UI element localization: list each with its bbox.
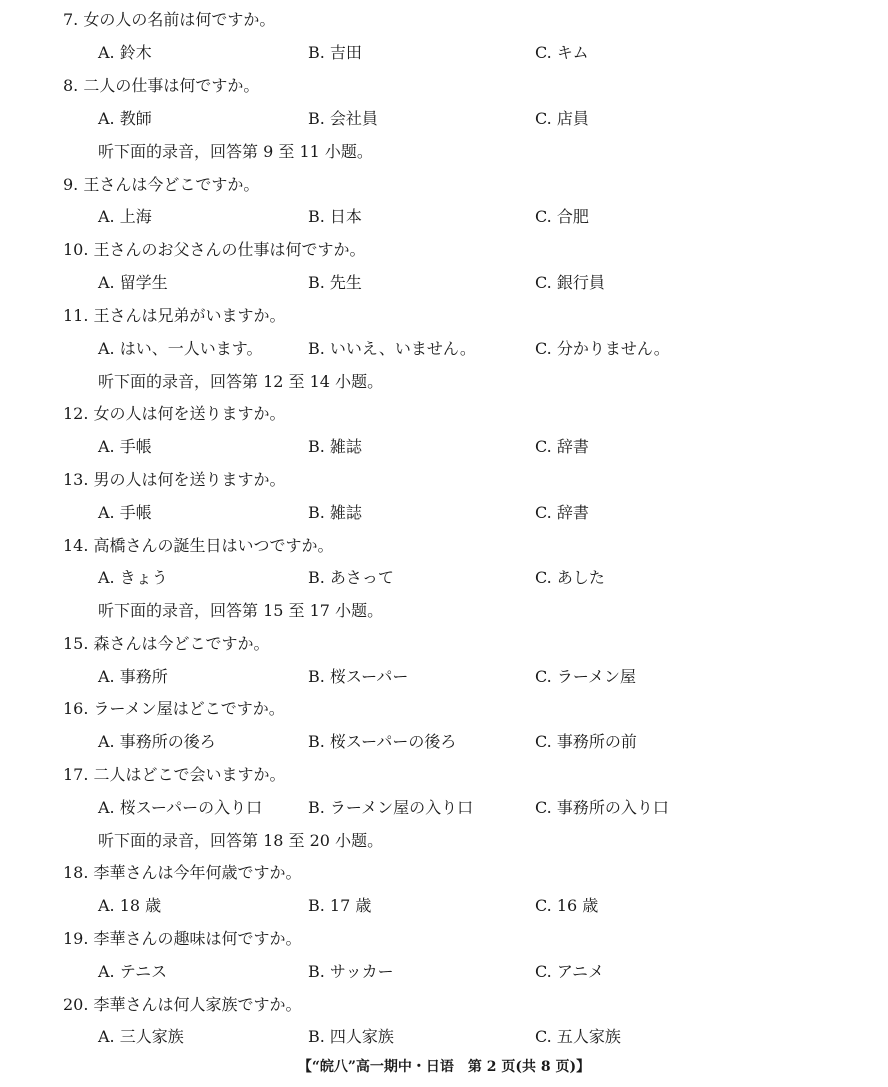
option-a: A. 手帳	[98, 437, 152, 456]
question-text: 13. 男の人は何を送りますか。	[63, 470, 286, 489]
question-text: 19. 李華さんの趣味は何ですか。	[63, 929, 302, 948]
option-b: B. 雑誌	[308, 437, 362, 456]
option-c: C. 五人家族	[535, 1027, 621, 1046]
option-c: C. あした	[535, 568, 605, 587]
options-19	[0, 960, 888, 984]
option-b: B. 桜スーパー	[308, 667, 409, 686]
question-14	[0, 534, 888, 558]
option-a: A. 上海	[98, 207, 152, 226]
option-b: B. 桜スーパーの後ろ	[308, 732, 457, 751]
instruction-text: 听下面的录音，回答第 18 至 20 小题。	[98, 831, 384, 850]
option-c: C. キム	[535, 43, 589, 62]
options-14	[0, 566, 888, 590]
question-text: 12. 女の人は何を送りますか。	[63, 404, 286, 423]
question-text: 17. 二人はどこで会いますか。	[63, 765, 286, 784]
option-b: B. 吉田	[308, 43, 362, 62]
instruction-text: 听下面的录音，回答第 9 至 11 小题。	[98, 142, 373, 161]
options-20	[0, 1025, 888, 1049]
question-10	[0, 238, 888, 262]
option-c: C. 辞書	[535, 437, 589, 456]
option-a: A. 18 歳	[98, 896, 162, 915]
question-11	[0, 304, 888, 328]
page-footer: 【“皖八”高一期中・日语 第 2 页(共 8 页)】	[297, 1059, 591, 1075]
option-b: B. サッカー	[308, 962, 394, 981]
option-b: B. 17 歳	[308, 896, 372, 915]
options-11	[0, 337, 888, 361]
option-b: B. あさって	[308, 568, 394, 587]
question-text: 7. 女の人の名前は何ですか。	[63, 10, 276, 29]
option-a: A. テニス	[98, 962, 168, 981]
question-text: 20. 李華さんは何人家族ですか。	[63, 995, 302, 1014]
question-9	[0, 173, 888, 197]
options-9	[0, 205, 888, 229]
question-20	[0, 993, 888, 1017]
question-19	[0, 927, 888, 951]
question-16	[0, 697, 888, 721]
question-15	[0, 632, 888, 656]
question-text: 8. 二人の仕事は何ですか。	[63, 76, 260, 95]
option-c: C. 16 歳	[535, 896, 599, 915]
question-text: 9. 王さんは今どこですか。	[63, 175, 260, 194]
option-a: A. 三人家族	[98, 1027, 184, 1046]
option-c: C. 辞書	[535, 503, 589, 522]
options-18	[0, 894, 888, 918]
option-a: A. 留学生	[98, 273, 168, 292]
option-b: B. 先生	[308, 273, 362, 292]
option-a: A. 教師	[98, 109, 152, 128]
question-text: 15. 森さんは今どこですか。	[63, 634, 270, 653]
option-a: A. 桜スーパーの入り口	[98, 798, 263, 817]
option-b: B. ラーメン屋の入り口	[308, 798, 474, 817]
options-15	[0, 665, 888, 689]
options-10	[0, 271, 888, 295]
instruction-12-14	[0, 370, 888, 394]
question-text: 11. 王さんは兄弟がいますか。	[63, 306, 286, 325]
options-13	[0, 501, 888, 525]
options-16	[0, 730, 888, 754]
question-text: 16. ラーメン屋はどこですか。	[63, 699, 285, 718]
option-a: A. 鈴木	[98, 43, 152, 62]
option-b: B. 会社員	[308, 109, 378, 128]
option-b: B. 四人家族	[308, 1027, 394, 1046]
instruction-text: 听下面的录音，回答第 12 至 14 小题。	[98, 372, 384, 391]
options-8	[0, 107, 888, 131]
instruction-text: 听下面的录音，回答第 15 至 17 小题。	[98, 601, 384, 620]
question-7	[0, 8, 888, 32]
options-12	[0, 435, 888, 459]
option-a: A. きょう	[98, 568, 168, 587]
option-c: C. 事務所の前	[535, 732, 637, 751]
question-12	[0, 402, 888, 426]
instruction-15-17	[0, 599, 888, 623]
options-17	[0, 796, 888, 820]
option-c: C. ラーメン屋	[535, 667, 637, 686]
option-b: B. 日本	[308, 207, 362, 226]
question-17	[0, 763, 888, 787]
question-text: 18. 李華さんは今年何歳ですか。	[63, 863, 302, 882]
option-b: B. 雑誌	[308, 503, 362, 522]
option-a: A. 事務所の後ろ	[98, 732, 216, 751]
question-text: 14. 高橋さんの誕生日はいつですか。	[63, 536, 334, 555]
question-8	[0, 74, 888, 98]
question-text: 10. 王さんのお父さんの仕事は何ですか。	[63, 240, 366, 259]
option-c: C. 店員	[535, 109, 589, 128]
option-c: C. アニメ	[535, 962, 605, 981]
option-c: C. 事務所の入り口	[535, 798, 669, 817]
options-7	[0, 41, 888, 65]
instruction-9-11	[0, 140, 888, 164]
option-c: C. 銀行員	[535, 273, 605, 292]
option-a: A. 手帳	[98, 503, 152, 522]
question-18	[0, 861, 888, 885]
option-c: C. 合肥	[535, 207, 589, 226]
question-13	[0, 468, 888, 492]
option-c: C. 分かりません。	[535, 339, 670, 358]
option-a: A. 事務所	[98, 667, 168, 686]
instruction-18-20	[0, 829, 888, 853]
option-b: B. いいえ、いません。	[308, 339, 476, 358]
option-a: A. はい、一人います。	[98, 339, 263, 358]
